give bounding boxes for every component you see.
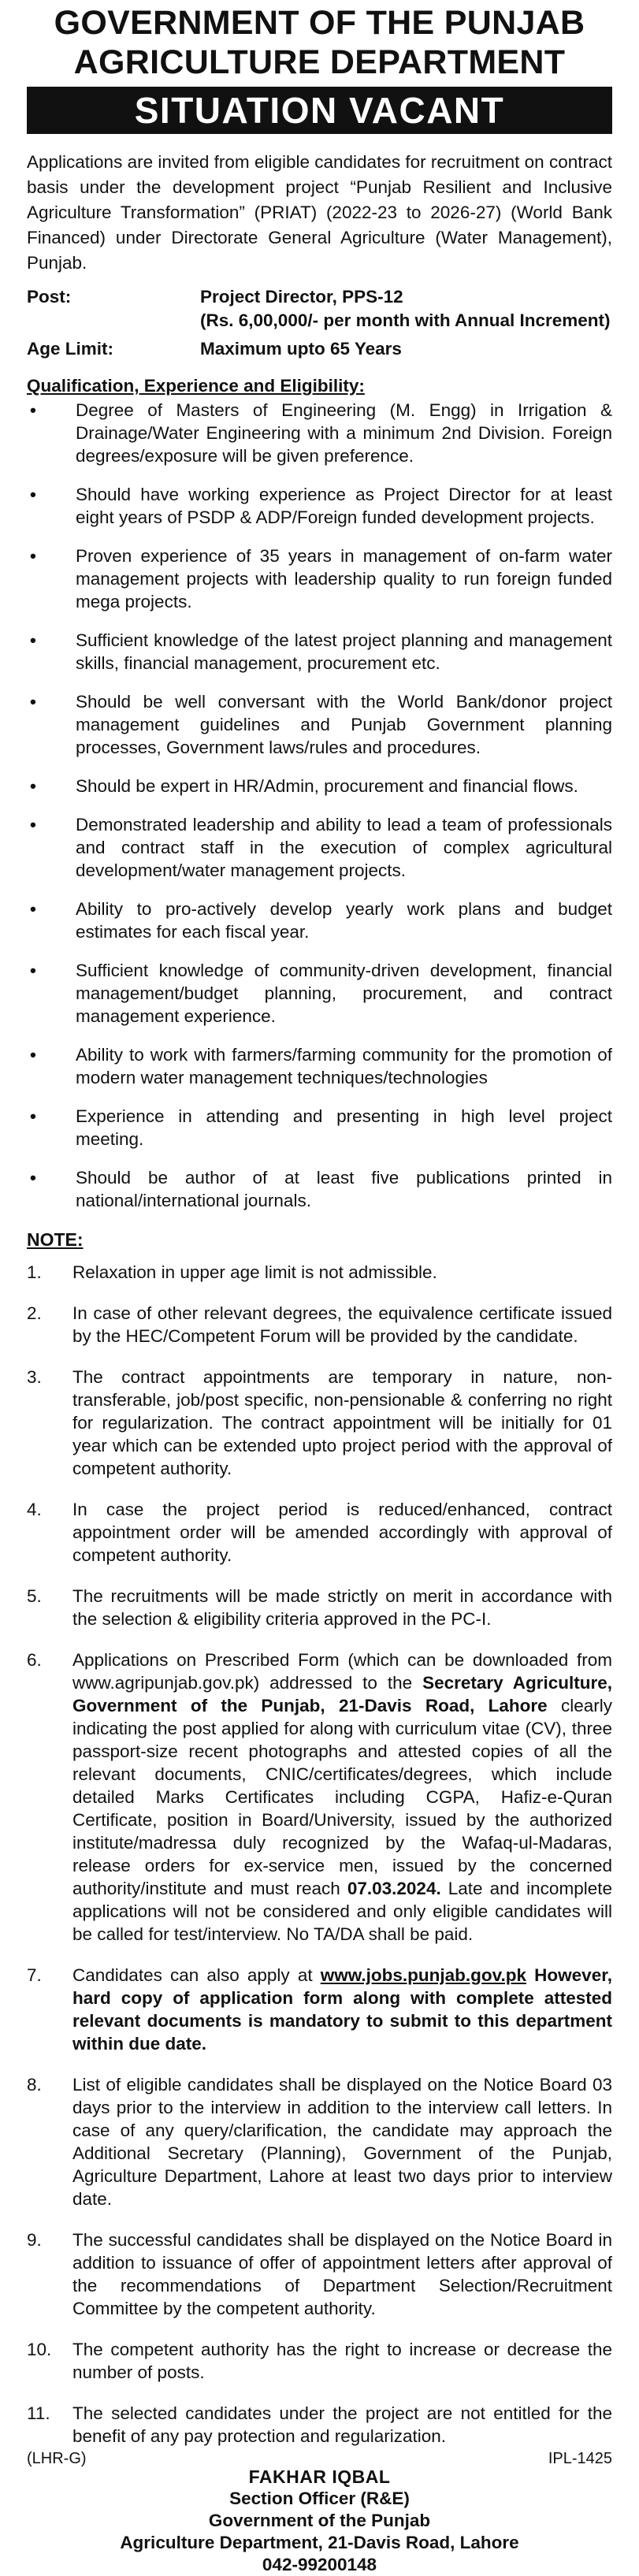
note-number: 7. <box>27 1965 42 1985</box>
signatory-designation: Section Officer (R&E) <box>229 2489 410 2508</box>
note-number: 6. <box>27 1650 42 1670</box>
qualification-text: Should be author of at least five publications printed in national/international journals. <box>76 1168 612 1210</box>
qualification-text: Ability to work with farmers/farming community for the promotion of modern water management techniques/technologies <box>76 1045 612 1087</box>
qualification-item <box>27 545 612 613</box>
note-body: The contract appointments are temporary in nature, non-transferable, job/post specific, non-pensionable & conferring no right for regularization. The contract appointment will be initially for 01 year which can be extended upto project period with the approval of competent authority. <box>72 1367 612 1478</box>
qualification-item <box>27 775 612 797</box>
bullet-glyph: • <box>30 776 36 796</box>
note-heading: NOTE: <box>27 1229 84 1250</box>
note-body: The recruitments will be made strictly on merit in accordance with the selection & eligibility criteria approved in the PC-I. <box>72 1586 612 1629</box>
post-label: Post: <box>27 287 72 307</box>
note-number: 1. <box>27 1262 42 1282</box>
note-text <box>72 1585 612 1630</box>
qualification-text: Sufficient knowledge of community-driven development, financial management/budget planning, procurement, and contract management experience. <box>76 961 612 1026</box>
post-value <box>200 285 612 333</box>
note-list <box>27 1261 612 2448</box>
qualification-item <box>27 629 612 675</box>
note-item <box>27 2073 612 2210</box>
qualification-item <box>27 1043 612 1089</box>
qualification-heading: Qualification, Experience and Eligibility: <box>27 376 365 396</box>
department-heading: AGRICULTURE DEPARTMENT <box>73 43 566 81</box>
situation-vacant-banner: SITUATION VACANT <box>27 87 612 134</box>
note-text <box>72 2402 612 2448</box>
note-body: Applications on Prescribed Form (which can be downloaded from www.agripunjab.gov.pk) addressed to the <box>72 1650 612 1693</box>
note-text <box>72 1302 612 1347</box>
note-item <box>27 2228 612 2320</box>
note-body: The selected candidates under the project are not entitled for the benefit of any pay protection and regularization. <box>72 2403 612 2446</box>
government-heading: GOVERNMENT OF THE PUNJAB <box>54 4 585 42</box>
bullet-glyph: • <box>30 961 36 980</box>
deadline-date: 07.03.2024. <box>347 1879 441 1898</box>
note-body: In case of other relevant degrees, the equivalence certificate issued by the HEC/Competent Forum will be provided by the candidate. <box>72 1303 612 1346</box>
signature-block <box>27 2466 612 2576</box>
intro-paragraph: Applications are invited from eligible candidates for recruitment on contract basis under the development project “Punjab Resilient and Inclusive Agriculture Transformation” (PRIAT) (2022-23 to 2026-27) (World Bank Financed) under Directorate General Agriculture (Water Management), Punjab. <box>27 152 612 273</box>
note-item <box>27 1498 612 1567</box>
note-number: 8. <box>27 2075 42 2095</box>
note-item <box>27 1649 612 1946</box>
qualification-text: Demonstrated leadership and ability to lead a team of professionals and contract staff in the execution of complex agricultural development/water management projects. <box>76 815 612 880</box>
note-text <box>72 2073 612 2210</box>
note-body: List of eligible candidates shall be displayed on the Notice Board 03 days prior to the interview in addition to the interview call letters. In case of any query/clarification, the candidate may approach the Additional Secretary (Planning), Government of the Punjab, Agriculture Department, Lahore at least two days prior to interview date. <box>72 2075 612 2209</box>
bullet-glyph: • <box>30 630 36 650</box>
note-item <box>27 1366 612 1480</box>
note-number: 5. <box>27 1586 42 1606</box>
footer-code-right: IPL-1425 <box>548 2450 612 2467</box>
post-field <box>27 285 612 333</box>
qualification-list <box>27 399 612 1212</box>
note-body-end: Late and incomplete applications will not be considered and only eligible candidates will be called for test/interview. No TA/DA shall be paid. <box>72 1879 612 1944</box>
bullet-glyph: • <box>30 899 36 919</box>
note-body: The successful candidates shall be displayed on the Notice Board in addition to issuance of offer of appointment letters after approval of the recommendations of Department Selection/Recruitment Committee by the competent authority. <box>72 2230 612 2318</box>
note-number: 11. <box>27 2403 50 2423</box>
qualification-text: Should have working experience as Project Director for at least eight years of PSDP & ADP/Foreign funded development projects. <box>76 485 612 527</box>
note-text <box>72 2228 612 2320</box>
note-body: The competent authority has the right to increase or decrease the number of posts. <box>72 2340 612 2382</box>
note-emphasis: However, hard copy of application form along with complete attested relevant documents is mandatory to submit to this department within due date. <box>72 1965 612 2054</box>
note-text <box>72 1261 612 1284</box>
qualification-item <box>27 483 612 529</box>
note-text <box>72 1649 612 1946</box>
note-text <box>72 2338 612 2384</box>
note-body-cont: clearly indicating the post applied for along with curriculum vitae (CV), three passport-size recent photographs and attested copies of all the relevant documents, CNIC/certificates/degrees, which include detailed Marks Certificates including CGPA, Hafiz-e-Quran Certificate, position in Board/University, issued by the authorized institute/madressa duly recognized by the Wafaq-ul-Madaras, release orders for ex-service men, issued by the concerned authority/institute and must reach <box>72 1696 612 1898</box>
footer-code-left: (LHR-G) <box>27 2450 87 2467</box>
age-label: Age Limit: <box>27 339 113 359</box>
note-number: 3. <box>27 1367 42 1387</box>
bullet-glyph: • <box>30 815 36 835</box>
qualification-item <box>27 1105 612 1150</box>
note-text <box>72 1498 612 1567</box>
note-body: Relaxation in upper age limit is not admissible. <box>72 1262 437 1282</box>
signatory-name: FAKHAR IQBAL <box>248 2466 391 2487</box>
age-value: Maximum upto 65 Years <box>200 339 402 359</box>
qualification-text: Proven experience of 35 years in management of on-farm water management projects with leadership quality to run foreign funded mega projects. <box>76 546 612 611</box>
note-text <box>72 1366 612 1480</box>
qualification-text: Sufficient knowledge of the latest project planning and management skills, financial management, procurement etc. <box>76 630 612 673</box>
qualification-text: Should be expert in HR/Admin, procurement and financial flows. <box>76 776 578 796</box>
qualification-text: Should be well conversant with the World Bank/donor project management guidelines and Punjab Government planning processes, Government laws/rules and procedures. <box>76 692 612 757</box>
bullet-glyph: • <box>30 1045 36 1065</box>
note-number: 10. <box>27 2340 52 2359</box>
signatory-address: Agriculture Department, 21-Davis Road, Lahore <box>120 2533 519 2552</box>
bullet-glyph: • <box>30 400 36 420</box>
application-address: Secretary Agriculture, Government of the Punjab, 21-Davis Road, Lahore <box>72 1673 613 1715</box>
note-number: 4. <box>27 1500 42 1519</box>
signatory-phone: 042-99200148 <box>262 2555 377 2574</box>
post-pay: (Rs. 6,00,000/- per month with Annual Increment) <box>200 310 611 330</box>
qualification-text: Ability to pro-actively develop yearly work plans and budget estimates for each fiscal year. <box>76 899 612 942</box>
note-body: In case the project period is reduced/enhanced, contract appointment order will be amended accordingly with approval of competent authority. <box>72 1500 612 1565</box>
qualification-item <box>27 1166 612 1212</box>
qualification-item <box>27 399 612 467</box>
qualification-text: Experience in attending and presenting in high level project meeting. <box>76 1106 612 1149</box>
bullet-glyph: • <box>30 1168 36 1188</box>
note-item <box>27 2402 612 2448</box>
footer <box>27 2449 612 2468</box>
note-item <box>27 1302 612 1347</box>
bullet-glyph: • <box>30 485 36 504</box>
qualification-item <box>27 959 612 1028</box>
bullet-glyph: • <box>30 546 36 566</box>
age-limit-field <box>27 337 612 361</box>
qualification-item <box>27 690 612 759</box>
note-text <box>72 1964 612 2055</box>
jobs-portal-link[interactable]: www.jobs.punjab.gov.pk <box>320 1965 527 1985</box>
note-number: 2. <box>27 1303 42 1323</box>
note-body: Candidates can also apply at <box>72 1965 321 1985</box>
qualification-text: Degree of Masters of Engineering (M. Engg) in Irrigation & Drainage/Water Engineering with a minimum 2nd Division. Foreign degrees/exposure will be given preference. <box>76 400 612 466</box>
note-item <box>27 2338 612 2384</box>
note-item <box>27 1964 612 2055</box>
bullet-glyph: • <box>30 1106 36 1126</box>
note-number: 9. <box>27 2230 42 2250</box>
signatory-organization: Government of the Punjab <box>208 2511 431 2530</box>
note-item <box>27 1261 612 1284</box>
note-item <box>27 1585 612 1630</box>
qualification-item <box>27 898 612 943</box>
qualification-item <box>27 813 612 882</box>
post-title: Project Director, PPS-12 <box>200 287 403 307</box>
bullet-glyph: • <box>30 692 36 712</box>
